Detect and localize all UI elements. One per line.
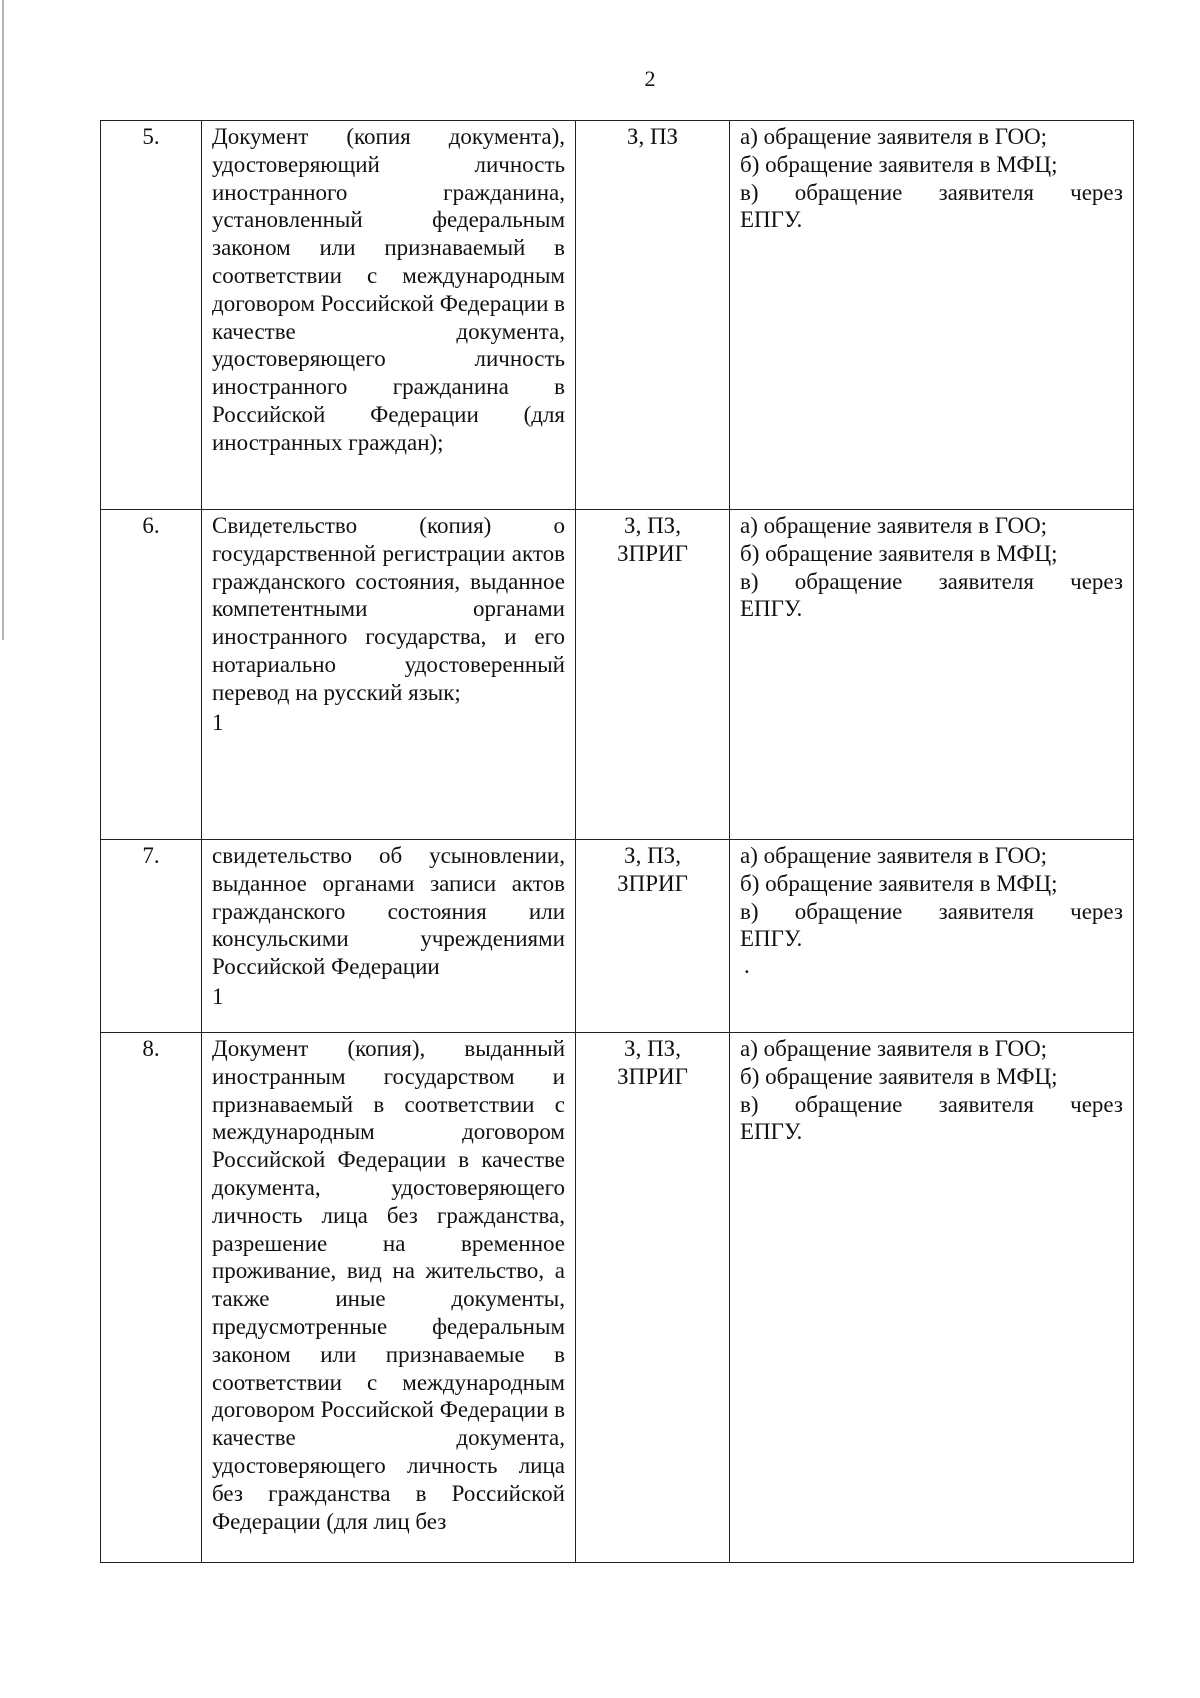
document-text: Документ (копия), выданный иностранным государством и признаваемый в соответствии с международным договором Российской Федерации в качестве документа, удостоверяющего личность лица без гражданства, разрешение на временное проживание, вид на жительство, а также иные документы, предусмотренные федеральным законом или признаваемые в соответствии с международным договором Российской Федерации в качестве документа, удостоверяющего личность лица без гражданства в Российской Федерации (для лиц без [212,1036,565,1534]
table-row [101,1033,1134,1563]
document-description [202,121,576,510]
row-number: 8. [101,1033,202,1563]
method-epgu: в) обращение заявителя через [740,179,1123,205]
row-number: 5. [101,121,202,510]
applicant-type-text: З, ПЗ, ЗПРИГ [617,843,688,896]
method-epgu: в) обращение заявителя через [740,1091,1123,1117]
scan-edge-line [2,0,4,640]
margin-mark: 1 [212,983,224,1009]
method-mfc: б) обращение заявителя в МФЦ; [740,1063,1058,1089]
method-epgu-cont: ЕПГУ. [740,1119,803,1145]
method-epgu-cont: ЕПГУ. [740,207,803,233]
method-epgu-cont: ЕПГУ. [740,926,803,952]
document-description [202,1033,576,1563]
submission-methods [730,510,1134,840]
method-mfc: б) обращение заявителя в МФЦ; [740,151,1058,177]
row-number: 7. [101,840,202,1033]
margin-mark: 1 [212,709,224,735]
applicant-type: З, ПЗ [576,121,730,510]
stray-dot: . [744,953,750,979]
method-goo: а) обращение заявителя в ГОО; [740,843,1048,868]
applicant-type-text: З, ПЗ, ЗПРИГ [617,1036,688,1089]
document-text: Свидетельство (копия) о государственной регистрации актов гражданского состояния, выданное компетентными органами иностранного государства, и его нотариально удостоверенный перевод на русский язык; [212,513,565,705]
document-text: свидетельство об усыновлении, выданное органами записи актов гражданского состояния или консульскими учреждениями Российской Федерации [212,843,565,980]
table-row [101,840,1134,1033]
document-description [202,510,576,840]
documents-table [100,120,1134,1563]
method-epgu: в) обращение заявителя через [740,898,1123,924]
row-number: 6. [101,510,202,840]
page-number: 2 [644,66,656,91]
method-goo: а) обращение заявителя в ГОО; [740,1036,1048,1061]
table-row [101,510,1134,840]
table-row [101,121,1134,510]
method-epgu: в) обращение заявителя через [740,568,1123,594]
method-goo: а) обращение заявителя в ГОО; [740,124,1048,149]
method-mfc: б) обращение заявителя в МФЦ; [740,540,1058,566]
method-epgu-cont: ЕПГУ. [740,596,803,622]
submission-methods [730,121,1134,510]
method-mfc: б) обращение заявителя в МФЦ; [740,870,1058,896]
submission-methods [730,840,1134,1033]
applicant-type [576,840,730,1033]
document-text: Документ (копия документа), удостоверяющий личность иностранного гражданина, установленный федеральным законом или признаваемый в соответствии с международным договором Российской Федерации в качестве документа, удостоверяющего личность иностранного гражданина в Российской Федерации (для иностранных граждан); [212,124,565,455]
applicant-type-text: З, ПЗ, ЗПРИГ [617,513,688,566]
submission-methods [730,1033,1134,1563]
applicant-type [576,1033,730,1563]
method-goo: а) обращение заявителя в ГОО; [740,513,1048,538]
document-description [202,840,576,1033]
applicant-type [576,510,730,840]
